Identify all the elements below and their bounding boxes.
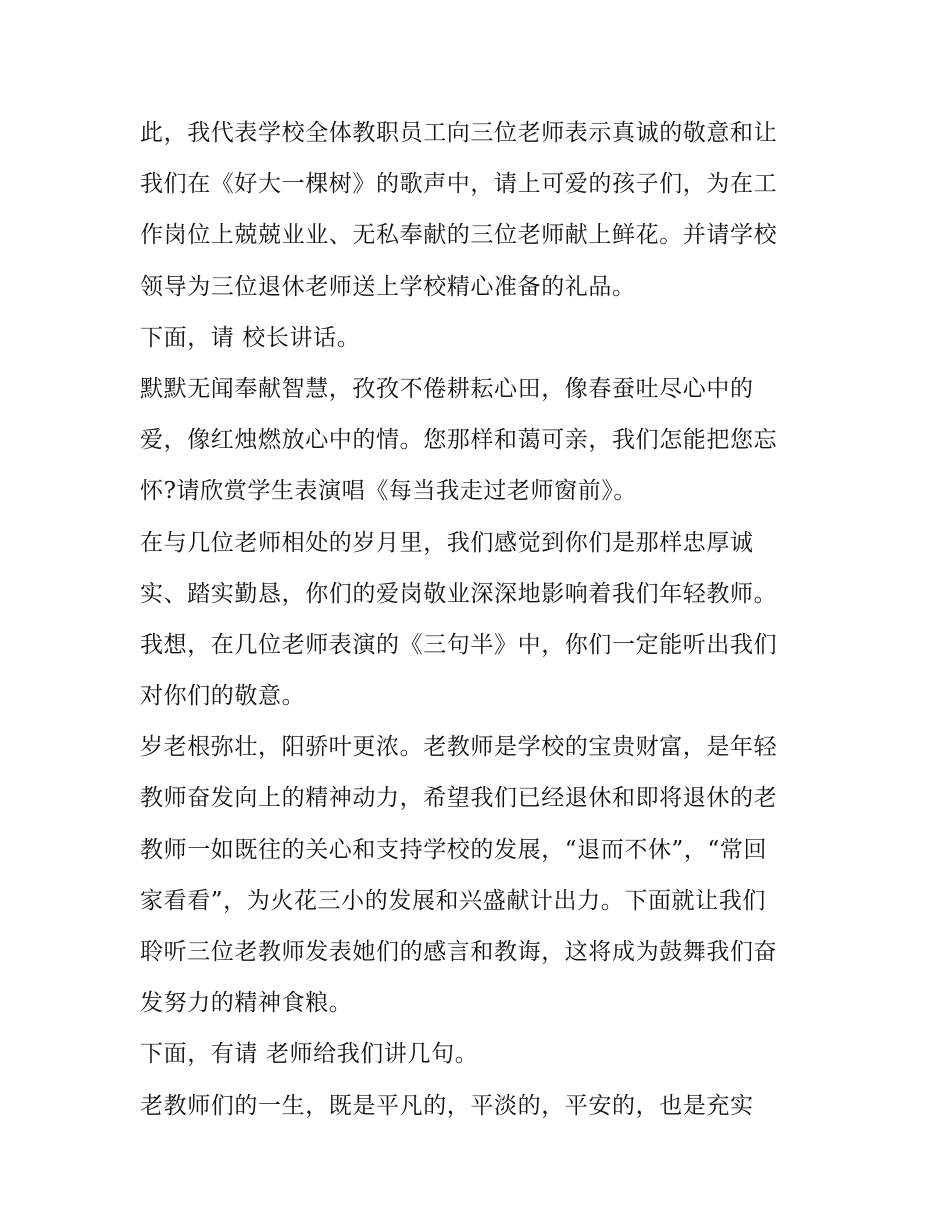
text-line: 对你们的敬意。 <box>140 683 306 710</box>
text-line: 此，我代表学校全体教职员工向三位老师表示真诚的敬意和让 <box>140 120 778 146</box>
text-line: 下面，请 校长讲话。 <box>140 324 361 351</box>
text-line: 我想，在几位老师表演的《三句半》中，你们一定能听出我们 <box>140 631 778 658</box>
text-line: 聆听三位老教师发表她们的感言和教诲，这将成为鼓舞我们奋 <box>140 939 778 965</box>
text-line: 爱，像红烛燃放心中的情。您那样和蔼可亲，我们怎能把您忘 <box>140 427 778 454</box>
text-line: 岁老根弥壮，阳骄叶更浓。老教师是学校的宝贵财富，是年轻 <box>140 734 778 761</box>
text-line: 下面，有请 老师给我们讲几句。 <box>140 1041 479 1068</box>
text-line: 在与几位老师相处的岁月里，我们感觉到你们是那样忠厚诚 <box>140 529 754 556</box>
text-line: 领导为三位退休老师送上学校精心准备的礼品。 <box>140 273 636 300</box>
text-line: 教师奋发向上的精神动力，希望我们已经退休和即将退休的老 <box>140 785 778 812</box>
text-line: 家看看”，为火花三小的发展和兴盛献计出力。下面就让我们 <box>140 887 766 914</box>
text-line: 老教师们的一生，既是平凡的，平淡的，平安的，也是充实 <box>140 1092 754 1119</box>
text-line: 作岗位上兢兢业业、无私奉献的三位老师献上鲜花。并请学校 <box>140 222 778 249</box>
text-line: 发努力的精神食粮。 <box>140 990 353 1017</box>
document-body <box>140 108 830 1132</box>
text-line: 实、踏实勤恳，你们的爱岗敬业深深地影响着我们年轻教师。 <box>140 580 778 607</box>
text-line: 默默无闻奉献智慧，孜孜不倦耕耘心田，像春蚕吐尽心中的 <box>140 375 754 402</box>
text-line: 教师一如既往的关心和支持学校的发展，“退而不休”，“常回 <box>140 836 768 863</box>
text-line: 我们在《好大一棵树》的歌声中，请上可爱的孩子们，为在工 <box>140 171 778 198</box>
text-line: 怀?请欣赏学生表演唱《每当我走过老师窗前》。 <box>140 478 638 505</box>
